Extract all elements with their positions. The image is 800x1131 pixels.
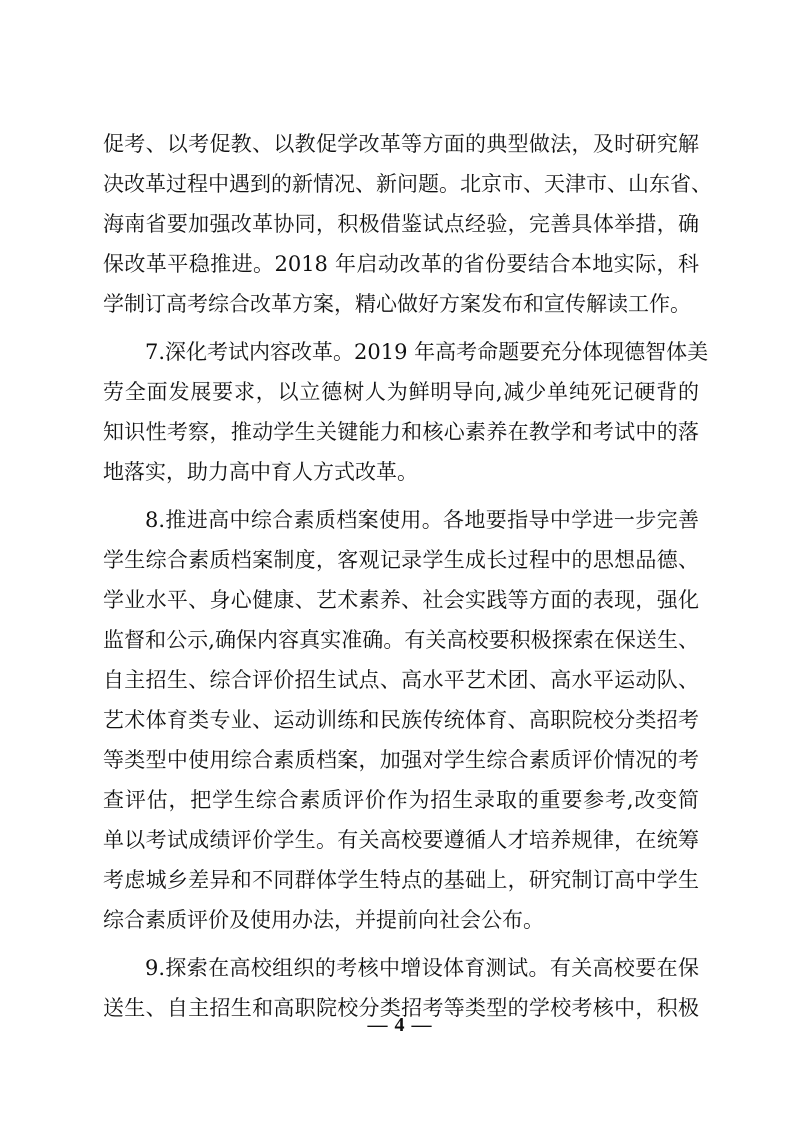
text-line: 学生综合素质档案制度，客观记录学生成长过程中的思想品德、: [103, 548, 699, 572]
text-line: 知识性考察，推动学生关键能力和核心素养在教学和考试中的落: [103, 420, 699, 444]
text-line: 考虑城乡差异和不同群体学生特点的基础上，研究制订高中学生: [103, 868, 699, 892]
body-text: [103, 124, 712, 1036]
text-line: 学制订高考综合改革方案，精心做好方案发布和宣传解读工作。: [103, 292, 691, 316]
paragraph-8: [103, 500, 699, 940]
text-line: 海南省要加强改革协同，积极借鉴试点经验，完善具体举措，确: [103, 212, 699, 236]
text-line: 综合素质评价及使用办法，并提前向社会公布。: [103, 908, 544, 932]
text-line: 单以考试成绩评价学生。有关高校要遵循人才培养规律，在统筹: [103, 828, 699, 852]
text-line: 等类型中使用综合素质档案，加强对学生综合素质评价情况的考: [103, 748, 699, 772]
text-line: 自主招生、综合评价招生试点、高水平艺术团、高水平运动队、: [103, 668, 699, 692]
text-line: 学业水平、身心健康、艺术素养、社会实践等方面的表现，强化: [103, 588, 699, 612]
text-line: 艺术体育类专业、运动训练和民族传统体育、高职院校分类招考: [103, 708, 699, 732]
text-line: 8.推进高中综合素质档案使用。各地要指导中学进一步完善: [145, 508, 699, 532]
paragraph-1: [103, 124, 712, 324]
text-line: 促考、以考促教、以教促学改革等方面的典型做法，及时研究解: [103, 132, 699, 156]
text-line: 监督和公示,确保内容真实准确。有关高校要积极探索在保送生、: [103, 628, 699, 652]
text-line: 保改革平稳推进。2018 年启动改革的省份要结合本地实际，科: [103, 252, 699, 276]
text-line: 决改革过程中遇到的新情况、新问题。北京市、天津市、山东省、: [103, 172, 712, 196]
text-line: 地落实，助力高中育人方式改革。: [103, 460, 418, 484]
text-line: 查评估，把学生综合素质评价作为招生录取的重要参考,改变简: [103, 788, 699, 812]
text-line: 7.深化考试内容改革。2019 年高考命题要充分体现德智体美: [145, 340, 709, 364]
paragraph-7: [103, 332, 709, 492]
text-line: 送生、自主招生和高职院校分类招考等类型的学校考核中，积极: [103, 996, 699, 1020]
page-number: — 4 —: [367, 1014, 433, 1036]
text-line: 9.探索在高校组织的考核中增设体育测试。有关高校要在保: [145, 956, 699, 980]
text-line: 劳全面发展要求，以立德树人为鲜明导向,减少单纯死记硬背的: [103, 380, 699, 404]
